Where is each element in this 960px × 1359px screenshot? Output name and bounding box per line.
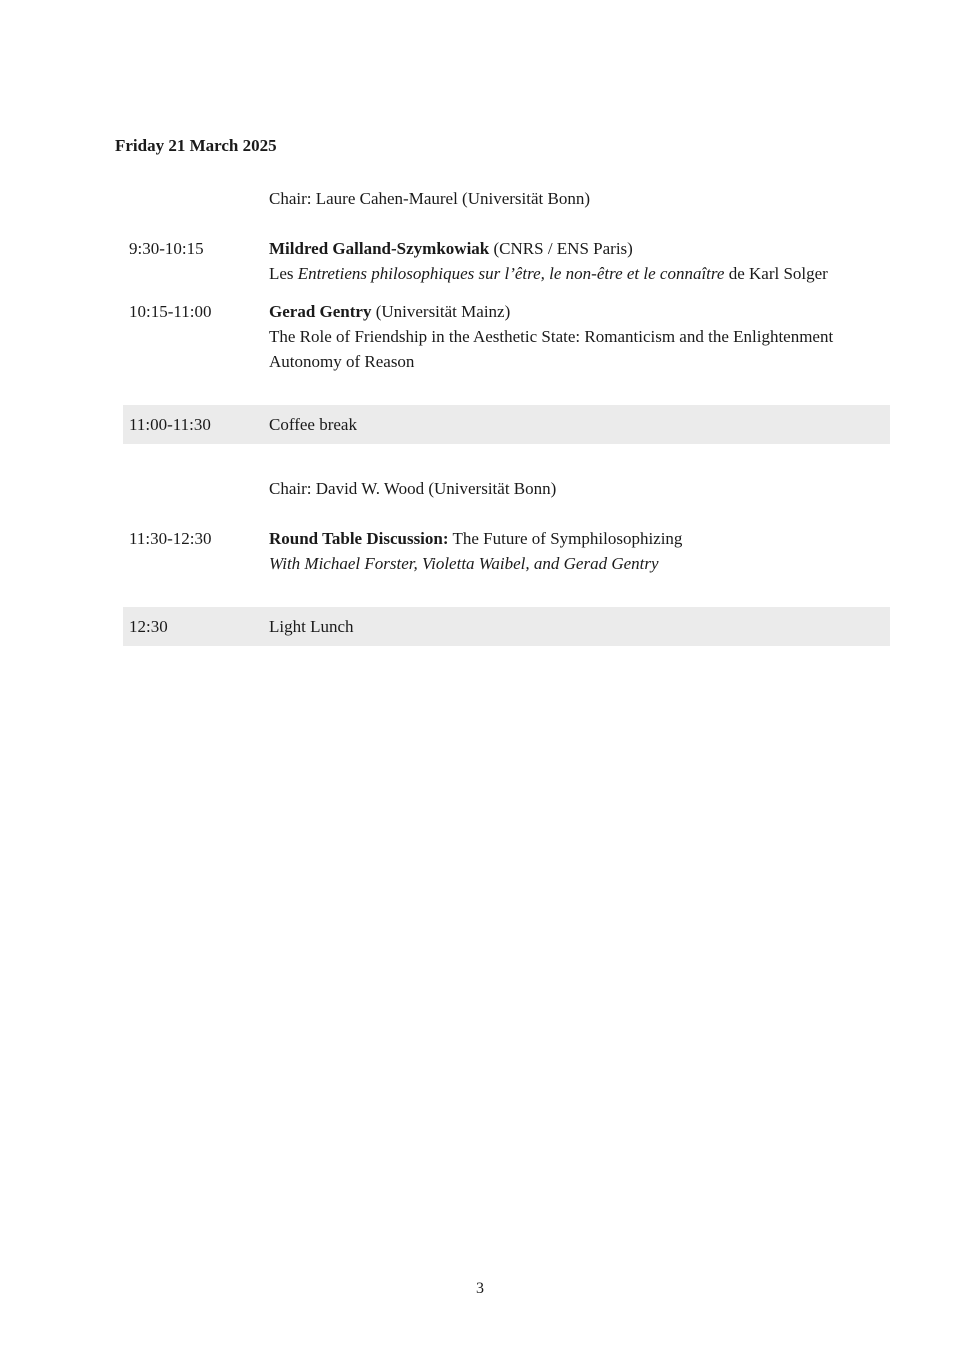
lunch-label: Light Lunch <box>269 617 354 636</box>
chair-morning: Chair: Laure Cahen-Maurel (Universität Bonn) <box>269 189 591 208</box>
talk-content <box>269 299 889 374</box>
talk-title-prefix: Les <box>269 264 298 283</box>
talk-time: 10:15-11:00 <box>129 302 212 321</box>
talk-content <box>269 236 889 286</box>
break-label: Coffee break <box>269 415 357 434</box>
talk-speaker-line <box>269 299 889 324</box>
talk-title-line-1: The Role of Friendship in the Aesthetic State: Romanticism and the Enlightenment <box>269 327 834 346</box>
page-number: 3 <box>476 1280 484 1297</box>
break-time: 11:00-11:30 <box>129 415 211 434</box>
round-table-title-line <box>269 526 889 551</box>
talk-title-line-2: Autonomy of Reason <box>269 352 415 371</box>
chair-late-morning: Chair: David W. Wood (Universität Bonn) <box>269 479 557 498</box>
round-table-time: 11:30-12:30 <box>129 529 212 548</box>
speaker-affiliation: (CNRS / ENS Paris) <box>489 239 633 258</box>
speaker-name: Mildred Galland-Szymkowiak <box>269 239 490 258</box>
lunch-row <box>123 607 890 646</box>
talk-title-italic: Entretiens philosophiques sur l’être, le non-être et le connaître <box>297 264 725 283</box>
talk-speaker-line <box>269 236 889 261</box>
coffee-break-row <box>123 405 890 444</box>
talk-time: 9:30-10:15 <box>129 239 204 258</box>
round-table-content <box>269 526 889 576</box>
round-table-title: The Future of Symphilosophizing <box>448 529 683 548</box>
speaker-name: Gerad Gentry <box>269 302 372 321</box>
talk-title <box>269 261 889 286</box>
speaker-affiliation: (Universität Mainz) <box>371 302 511 321</box>
round-table-label: Round Table Discussion: <box>269 529 449 548</box>
participants-italic: With Michael Forster, Violetta Waibel, and Gerad Gentry <box>269 554 659 573</box>
lunch-time: 12:30 <box>129 617 168 636</box>
talk-title-suffix: de Karl Solger <box>724 264 828 283</box>
day-title: Friday 21 March 2025 <box>115 136 277 155</box>
round-table-participants <box>269 551 889 576</box>
